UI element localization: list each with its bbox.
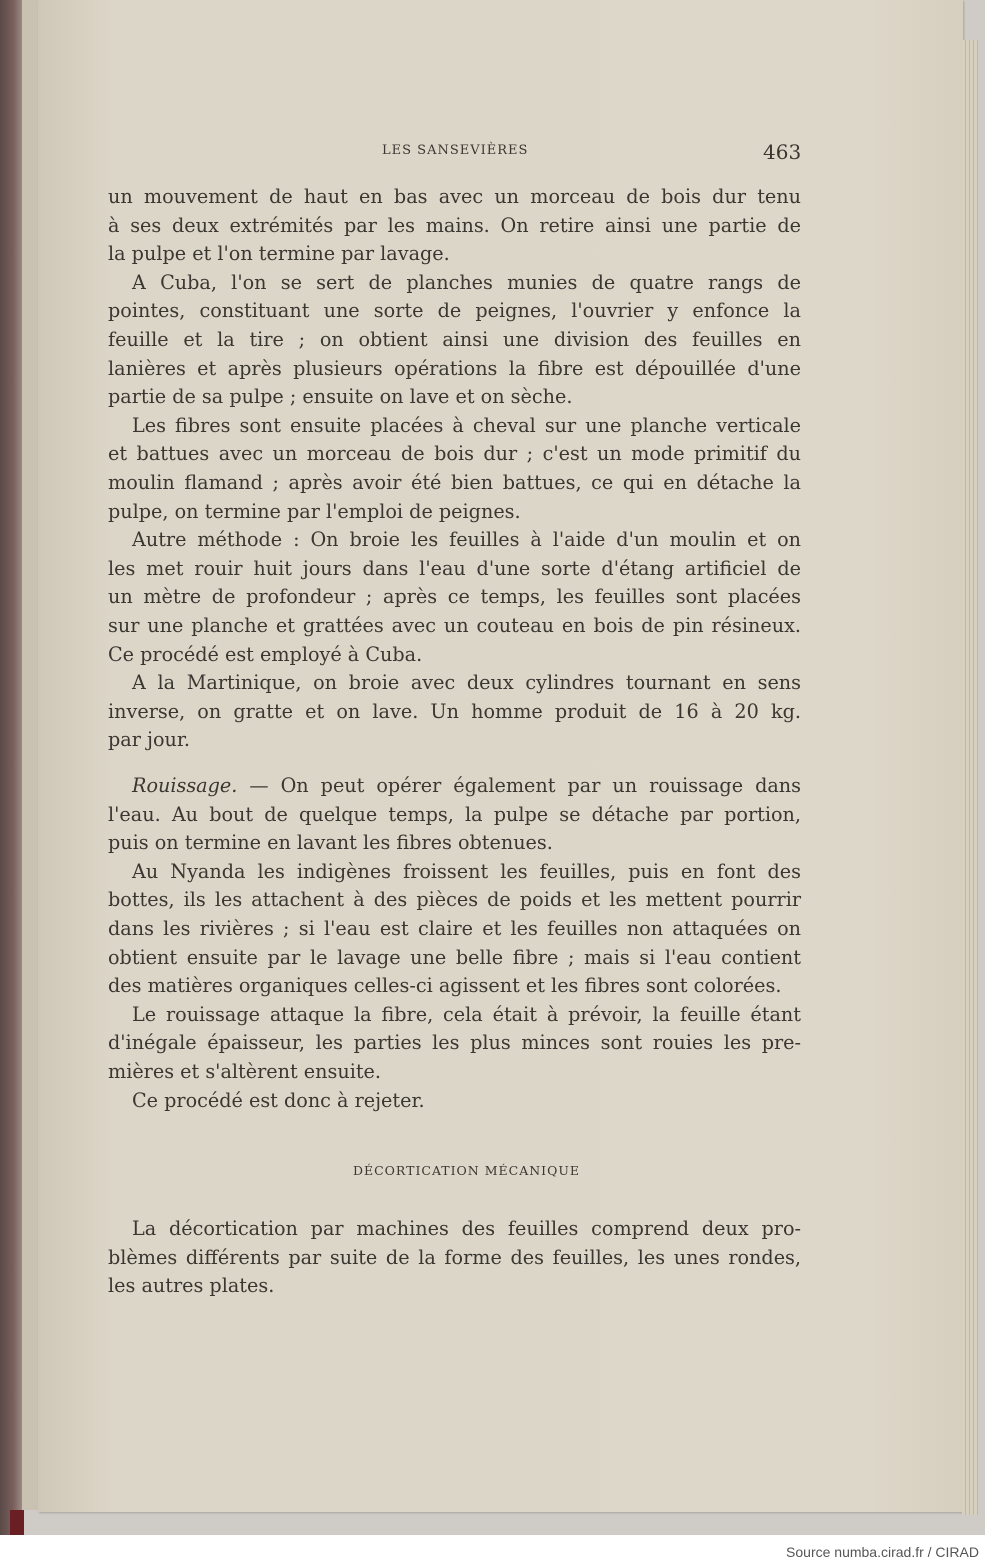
text-line-content: — On peut opérer également par un rouissage dans bbox=[249, 774, 802, 797]
text-line bbox=[108, 772, 801, 801]
running-head: LES SANSEVIÈRES bbox=[382, 143, 529, 158]
text-line: Au Nyanda les indigènes froissent les feuilles, puis en font des bbox=[132, 859, 801, 883]
text-line: obtient ensuite par le lavage une belle fibre ; mais si l'eau contient bbox=[108, 945, 801, 969]
text-line: pointes, constituant une sorte de peignes, l'ouvrier y enfonce la bbox=[108, 299, 801, 323]
text-line: par jour. bbox=[108, 728, 191, 752]
text-line: sur une planche et grattées avec un couteau en bois de pin résineux. bbox=[108, 613, 801, 637]
text-line: Le rouissage attaque la fibre, cela était à prévoir, la feuille étant bbox=[132, 1002, 801, 1026]
rouissage-label: Rouissage. bbox=[132, 774, 238, 797]
text-line: La décortication par machines des feuilles comprend deux pro- bbox=[132, 1217, 801, 1240]
text-line: A la Martinique, on broie avec deux cylindres tournant en sens bbox=[132, 671, 801, 695]
page-edges bbox=[962, 40, 978, 1515]
text-line: inverse, on gratte et on lave. Un homme produit de 16 à 20 kg. bbox=[108, 699, 801, 723]
binding-corner bbox=[10, 1510, 24, 1535]
text-line: feuille et la tire ; on obtient ainsi une division des feuilles en bbox=[108, 327, 801, 351]
page-number: 463 bbox=[763, 140, 802, 164]
text-line: dans les rivières ; si l'eau est claire et les feuilles non attaquées on bbox=[108, 916, 801, 940]
section-heading bbox=[0, 1163, 985, 1178]
text-line: A Cuba, l'on se sert de planches munies de quatre rangs de bbox=[132, 270, 801, 294]
text-line: à ses deux extrémités par les mains. On retire ainsi une partie de bbox=[108, 213, 801, 237]
text-block-2 bbox=[108, 772, 801, 1115]
text-line: bottes, ils les attachent à des pièces de poids et les mettent pourrir bbox=[108, 888, 801, 912]
text-line: Ce procédé est employé à Cuba. bbox=[108, 642, 423, 666]
text-line: des matières organiques celles-ci agissent et les fibres sont colorées. bbox=[108, 974, 782, 998]
text-line: d'inégale épaisseur, les parties les plus minces sont rouies les pre- bbox=[108, 1031, 801, 1055]
text-line: blèmes différents par suite de la forme des feuilles, les unes rondes, bbox=[108, 1245, 801, 1269]
text-line: partie de sa pulpe ; ensuite on lave et on sèche. bbox=[108, 385, 573, 409]
text-line: un mètre de profondeur ; après ce temps, les feuilles sont placées bbox=[108, 585, 801, 609]
text-line: Les fibres sont ensuite placées à cheval sur une planche verticale bbox=[132, 413, 801, 437]
text-block-1 bbox=[108, 183, 801, 755]
text-line: puis on termine en lavant les fibres obtenues. bbox=[108, 831, 553, 855]
text-line: la pulpe et l'on termine par lavage. bbox=[108, 242, 450, 266]
text-line: pulpe, on termine par l'emploi de peignes. bbox=[108, 499, 521, 523]
text-line: Ce procédé est donc à rejeter. bbox=[132, 1088, 425, 1112]
source-credit: Source numba.cirad.fr / CIRAD bbox=[786, 1544, 979, 1560]
text-line: et battues avec un morceau de bois dur ; c'est un mode primitif du bbox=[108, 442, 801, 466]
text-line: les met rouir huit jours dans l'eau d'une sorte d'étang artificiel de bbox=[108, 556, 801, 580]
text-block-3 bbox=[108, 1215, 801, 1301]
text-line: lanières et après plusieurs opérations la fibre est dépouillée d'une bbox=[108, 356, 801, 380]
text-line: moulin flamand ; après avoir été bien battues, ce qui en détache la bbox=[108, 470, 801, 494]
text-line: mières et s'altèrent ensuite. bbox=[108, 1059, 382, 1083]
text-line: les autres plates. bbox=[108, 1274, 275, 1298]
text-line: Autre méthode : On broie les feuilles à l'aide d'un moulin et on bbox=[132, 528, 801, 552]
book-spine bbox=[0, 0, 22, 1535]
text-line: un mouvement de haut en bas avec un morceau de bois dur tenu bbox=[108, 185, 801, 208]
text-line: l'eau. Au bout de quelque temps, la pulpe se détache par portion, bbox=[108, 802, 801, 826]
section-heading-text: DÉCORTICATION MÉCANIQUE bbox=[352, 1163, 581, 1178]
